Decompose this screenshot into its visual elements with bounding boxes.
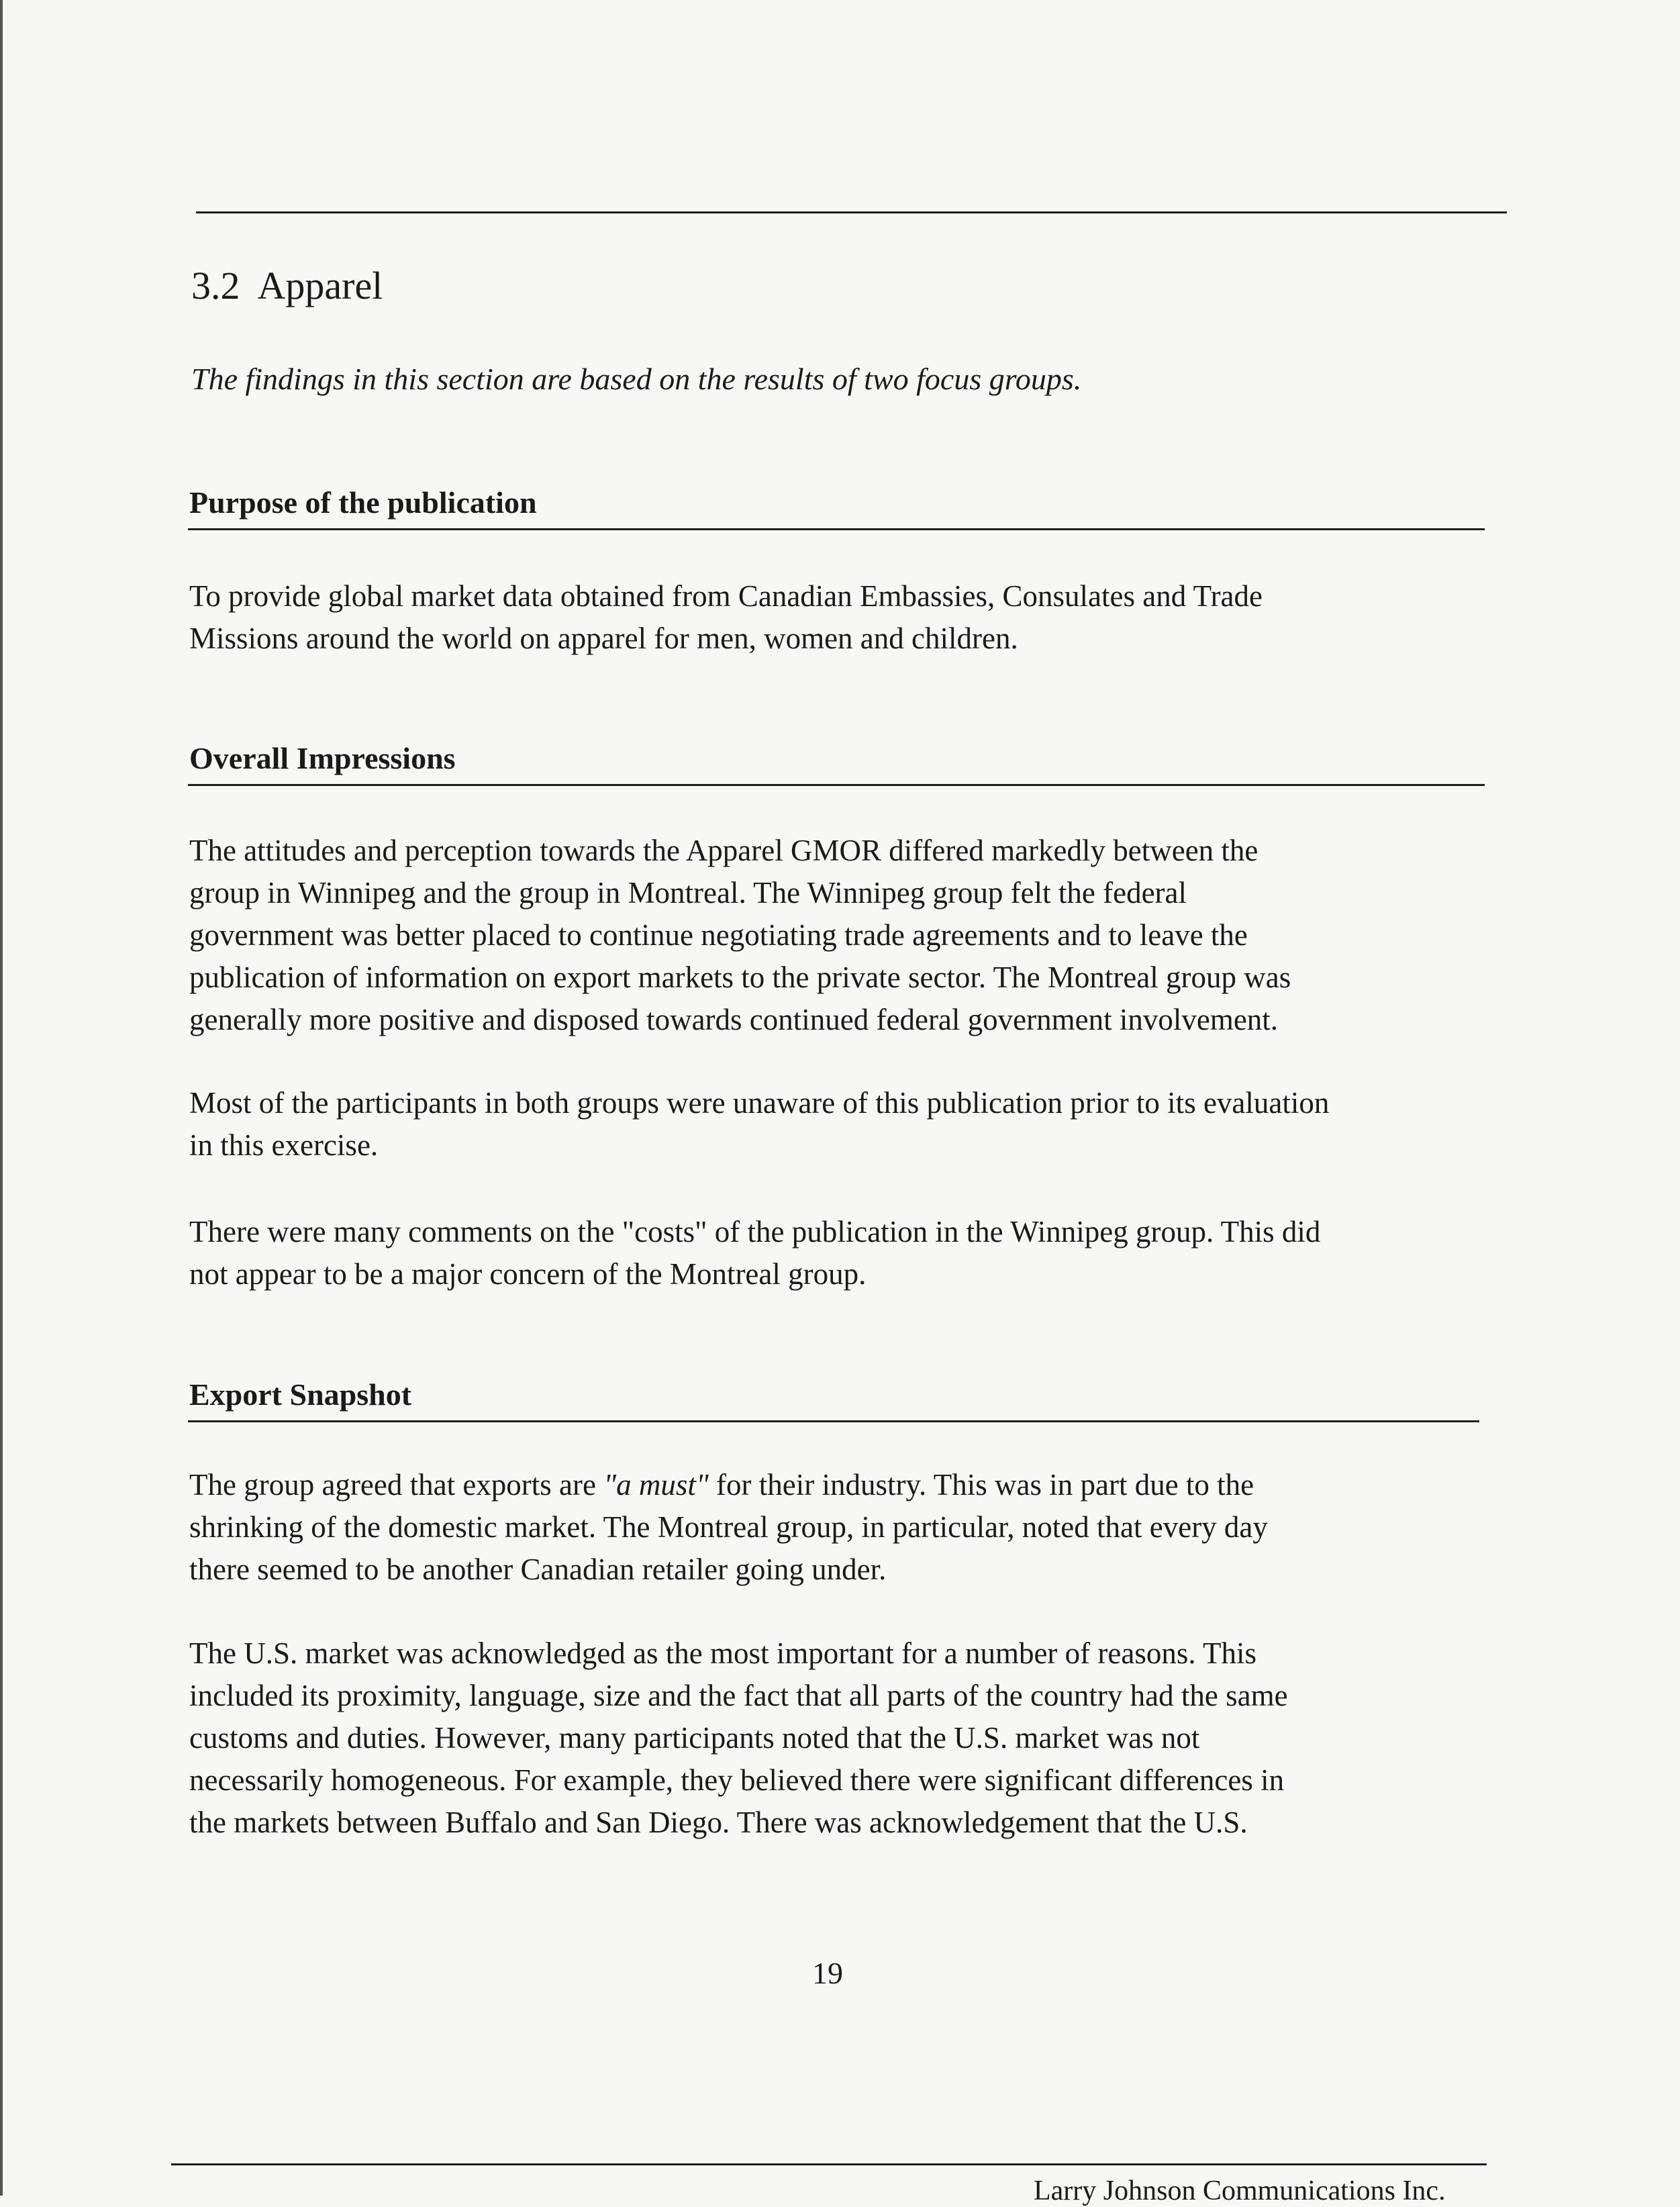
heading-impressions: Overall Impressions — [189, 741, 456, 775]
text-line: group in Winnipeg and the group in Montreal. The Winnipeg group felt the federal — [189, 876, 1187, 910]
text-line — [189, 1464, 1491, 1506]
section-number: 3.2 — [191, 264, 240, 307]
text-line: shrinking of the domestic market. The Montreal group, in particular, noted that every day — [189, 1510, 1268, 1544]
text-run: The group agreed that exports are — [189, 1468, 604, 1502]
text-line: generally more positive and disposed towards continued federal government involvement. — [189, 1003, 1279, 1036]
text-line: necessarily homogeneous. For example, they believed there were significant differences in — [189, 1763, 1285, 1797]
heading-purpose: Purpose of the publication — [189, 485, 537, 520]
text-line: included its proximity, language, size and the fact that all parts of the country had the same — [189, 1679, 1288, 1712]
text-line: government was better placed to continue negotiating trade agreements and to leave the — [189, 918, 1248, 952]
text-line: not appear to be a major concern of the Montreal group. — [189, 1257, 867, 1291]
page-edge — [0, 0, 3, 2196]
text-line: There were many comments on the "costs" of the publication in the Winnipeg group. This did — [189, 1215, 1321, 1248]
impressions-paragraph-3 — [189, 1211, 1491, 1295]
text-line: customs and duties. However, many participants noted that the U.S. market was not — [189, 1721, 1200, 1755]
heading-export-rule — [188, 1420, 1479, 1422]
text-line: the markets between Buffalo and San Diego. There was acknowledgement that the U.S. — [189, 1806, 1248, 1839]
page-number: 19 — [812, 1956, 843, 1990]
text-run: for their industry. This was in part due to the — [708, 1468, 1254, 1502]
export-paragraph-2 — [189, 1632, 1491, 1844]
text-line: publication of information on export markets to the private sector. The Montreal group was — [189, 961, 1291, 994]
footer-rule — [171, 2163, 1487, 2165]
footer-credit: Larry Johnson Communications Inc. — [1034, 2175, 1446, 2206]
heading-purpose-rule — [188, 528, 1485, 530]
text-line: there seemed to be another Canadian retailer going under. — [189, 1553, 887, 1586]
export-paragraph-1 — [189, 1464, 1491, 1591]
top-rule — [196, 211, 1507, 213]
emphasis-quote: "a must" — [603, 1468, 709, 1502]
text-line: To provide global market data obtained from Canadian Embassies, Consulates and Trade — [189, 579, 1263, 613]
text-line: The U.S. market was acknowledged as the most important for a number of reasons. This — [189, 1636, 1257, 1670]
section-intro: The findings in this section are based on the results of two focus groups. — [191, 362, 1082, 396]
heading-export: Export Snapshot — [189, 1377, 412, 1412]
impressions-paragraph-1 — [189, 830, 1491, 1041]
text-line: Missions around the world on apparel for men, women and children. — [189, 622, 1018, 655]
purpose-paragraph — [189, 575, 1491, 660]
text-line: The attitudes and perception towards the Apparel GMOR differed markedly between the — [189, 834, 1258, 867]
section-name: Apparel — [257, 264, 383, 307]
section-title — [191, 263, 383, 308]
text-line: in this exercise. — [189, 1128, 379, 1162]
text-line: Most of the participants in both groups were unaware of this publication prior to its evaluation — [189, 1086, 1330, 1120]
impressions-paragraph-2 — [189, 1082, 1491, 1167]
heading-impressions-rule — [188, 784, 1485, 786]
